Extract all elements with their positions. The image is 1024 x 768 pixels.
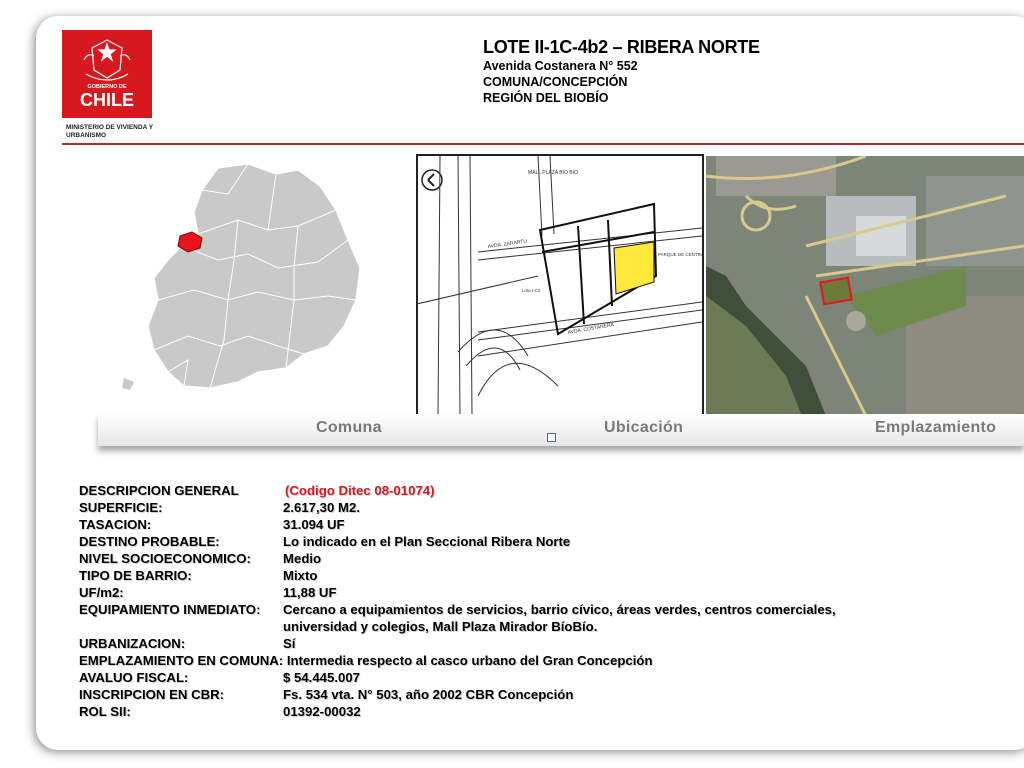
label-comuna: Comuna — [316, 419, 382, 436]
images-panel — [98, 150, 1024, 442]
emplazamiento-label: EMPLAZAMIENTO EN COMUNA: — [79, 653, 284, 668]
general-label: DESCRIPCION GENERAL — [79, 483, 239, 498]
info-row: NIVEL SOCIOECONOMICO: Medio — [79, 551, 322, 566]
info-row: INSCRIPCION EN CBR: Fs. 534 vta. N° 503, año 2002 CBR Concepción — [79, 687, 574, 702]
lot-commune: COMUNA/CONCEPCIÓN — [483, 75, 628, 89]
emplazamiento-satellite — [706, 156, 1024, 416]
north-arrow-icon — [422, 170, 442, 190]
info-row: UF/m2: 11,88 UF — [79, 585, 337, 600]
emplazamiento-value: Intermedia respecto al casco urbano del Gran Concepción — [283, 653, 653, 668]
coat-of-arms-icon — [62, 30, 152, 118]
selection-handle[interactable] — [547, 433, 556, 442]
lot-region: REGIÓN DEL BIOBÍO — [483, 91, 609, 105]
lot-title: LOTE II-1C-4b2 – RIBERA NORTE — [483, 37, 760, 57]
general-row — [79, 482, 653, 499]
info-row: TIPO DE BARRIO: Mixto — [79, 568, 318, 583]
info-row: EQUIPAMIENTO INMEDIATO: Cercano a equipamientos de servicios, barrio cívico, áreas verdes, centros comerciales, — [79, 602, 836, 617]
info-row: SUPERFICIE: 2.617,30 M2. — [79, 500, 360, 515]
emplazamiento-row — [79, 652, 653, 669]
label-ubicacion: Ubicación — [604, 419, 684, 436]
label-emplazamiento: Emplazamiento — [875, 419, 997, 436]
info-row: TASACION: 31.094 UF — [79, 517, 345, 532]
info-row: universidad y colegios, Mall Plaza Mirador BíoBío. — [283, 619, 598, 634]
svg-text:GOBIERNO DE: GOBIERNO DE — [87, 84, 127, 90]
ministry-label: MINISTERIO DE VIVIENDA Y URBANISMO — [66, 124, 153, 139]
svg-text:AVDA. ZARARTU: AVDA. ZARARTU — [487, 238, 528, 250]
svg-text:CHILE: CHILE — [80, 90, 134, 110]
info-row: DESTINO PROBABLE: Lo indicado en el Plan Seccional Ribera Norte — [79, 534, 571, 549]
lot-description — [79, 482, 836, 720]
ditec-code: (Codigo Ditec 08-01074) — [285, 483, 435, 498]
comuna-map — [98, 150, 404, 442]
ubicacion-plan — [416, 154, 704, 418]
lot-header — [483, 37, 760, 106]
info-row: ROL SII: 01392-00032 — [79, 704, 361, 719]
info-row: URBANIZACION: Sí — [79, 636, 296, 651]
header-divider — [62, 143, 1024, 145]
svg-text:AVDA. COSTANERA: AVDA. COSTANERA — [567, 321, 615, 336]
panel-labels — [98, 414, 1024, 446]
lot-outline — [820, 278, 851, 305]
svg-text:Lote I-C2: Lote I-C2 — [522, 288, 541, 293]
svg-text:PARQUE DE CENTRAL: PARQUE DE CENTRAL — [658, 252, 702, 257]
svg-text:MALL PLAZA BIO BIO: MALL PLAZA BIO BIO — [528, 170, 578, 176]
gobierno-de-chile-logo — [62, 30, 152, 118]
lot-address: Avenida Costanera N° 552 — [483, 59, 638, 73]
info-row: AVALUO FISCAL: $ 54.445.007 — [79, 670, 361, 685]
biobio-region-shape — [148, 164, 360, 388]
